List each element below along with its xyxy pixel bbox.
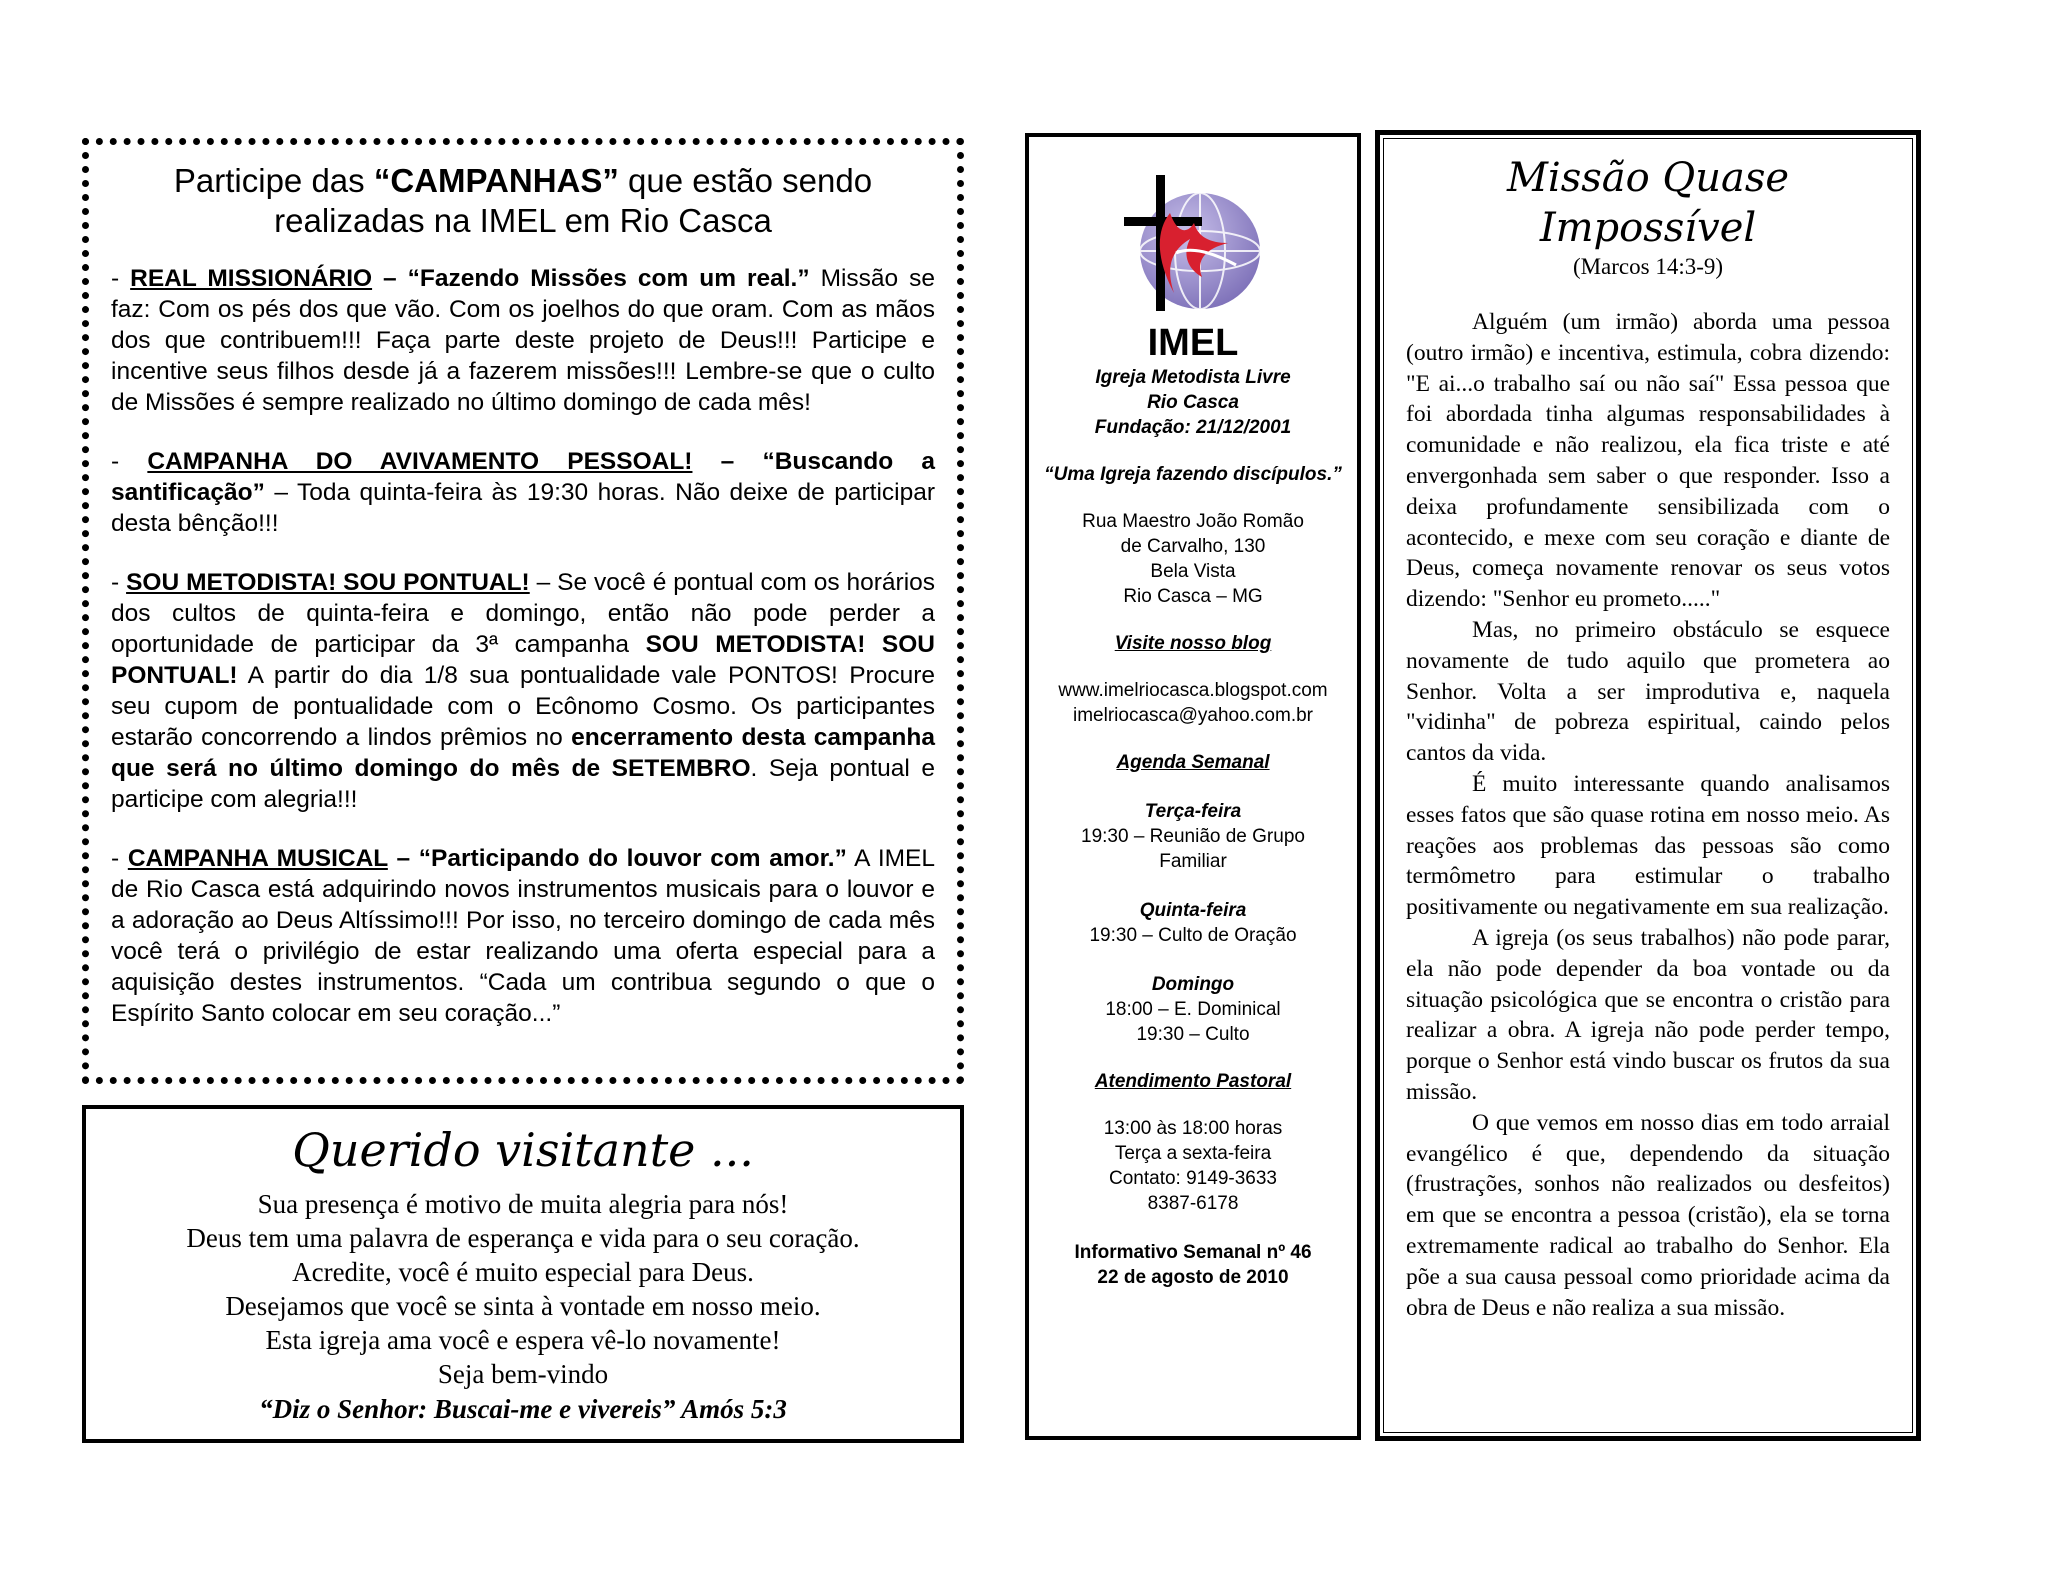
campaign-name: SOU METODISTA! SOU PONTUAL! — [126, 569, 530, 596]
campaign-avivamento: - CAMPANHA DO AVIVAMENTO PESSOAL! – “Buscando a santificação” – Toda quinta-feira às 19:30 horas. Não deixe de participar desta bênção!!! — [111, 448, 935, 537]
bible-reference: (Marcos 14:3-9) — [1572, 254, 1724, 279]
agenda-event: Familiar — [1159, 851, 1227, 872]
visitor-line: Deus tem uma palavra de esperança e vida para o seu coração. — [186, 1223, 860, 1253]
article-paragraph: O que vemos em nosso dias em todo arraial evangélico é que, dependendo da situação (frustrações, sonhos não realizados ou desfeitos) em que se encontra a pessoa (cristão), ela se torna extremamente radical ao trabalho do Senhor. Ela põe a sua causa pessoal como prioridade acima da obra de Deus e não realiza a sua missão. — [1406, 1109, 1890, 1321]
agenda-event: 19:30 – Culto de Oração — [1089, 925, 1297, 946]
article-title: Missão Quase Impossível — [1506, 155, 1790, 251]
visitor-line: Seja bem-vindo — [437, 1359, 609, 1389]
church-city: Rio Casca — [1147, 392, 1239, 413]
campaign-real-missionario: - REAL MISSIONÁRIO – “Fazendo Missões com um real.” Missão se faz: Com os pés dos que vão. Com os joelhos do que oram. Com as mãos dos que contribuem!!! Faça parte deste projeto de Deus!!! Participe e incentive seus filhos desde já a fazerem missões!!! Lembre-se que o culto de Missões é sempre realizado no último domingo de cada mês! — [111, 265, 936, 416]
pastoral-heading: Atendimento Pastoral — [1094, 1071, 1292, 1092]
agenda-event: 19:30 – Culto — [1136, 1024, 1250, 1045]
email-link[interactable]: imelriocasca@yahoo.com.br — [1073, 705, 1313, 726]
visitor-line: Acredite, você é muito especial para Deus. — [292, 1257, 754, 1287]
campaigns-box — [82, 138, 964, 1084]
bible-verse: “Diz o Senhor: Buscai-me e vivereis” Amós 5:3 — [259, 1394, 787, 1424]
agenda-day: Domingo — [1151, 974, 1235, 995]
pastoral-contact: Contato: 9149-3633 — [1109, 1168, 1277, 1189]
church-info-column — [1025, 133, 1361, 1440]
agenda-event: 18:00 – E. Dominical — [1105, 999, 1281, 1020]
campaign-pontual: - SOU METODISTA! SOU PONTUAL! – Se você é pontual com os horários dos cultos de quinta-feira e domingo, então não pode perder a oportunidade de participar da 3ª campanha SOU METODISTA! SOU PONTUAL! A partir do dia 1/8 sua pontualidade vale PONTOS! Procure seu cupom de pontualidade com o Ecônomo Cosmo. Os participantes estarão concorrendo a lindos prêmios no encerramento desta campanha que será no último domingo do mês de SETEMBRO. Seja pontual e participe com alegria!!! — [111, 569, 936, 813]
campaigns-title: Participe das “CAMPANHAS” que estão sendo realizadas na IMEL em Rio Casca — [173, 162, 873, 239]
founding-date: Fundação: 21/12/2001 — [1094, 417, 1292, 438]
visitor-box — [82, 1105, 964, 1443]
pastoral-phone: 8387-6178 — [1147, 1193, 1239, 1214]
visitor-line: Esta igreja ama você e espera vê-lo novamente! — [265, 1325, 781, 1355]
visitor-line: Sua presença é motivo de muita alegria para nós! — [257, 1189, 789, 1219]
church-acronym: IMEL — [1147, 322, 1239, 364]
agenda-day: Terça-feira — [1144, 801, 1242, 822]
agenda-day: Quinta-feira — [1139, 900, 1247, 921]
visitor-line: Desejamos que você se sinta à vontade em nosso meio. — [225, 1291, 821, 1321]
bulletin-date: 22 de agosto de 2010 — [1097, 1267, 1289, 1288]
church-address: Rua Maestro João Romão de Carvalho, 130 Bela Vista Rio Casca – MG — [1082, 511, 1304, 607]
mission-article-box — [1375, 130, 1921, 1441]
church-full-name: Igreja Metodista Livre — [1095, 367, 1291, 388]
blog-url-link[interactable]: www.imelriocasca.blogspot.com — [1058, 680, 1328, 701]
visitor-title: Querido visitante ... — [292, 1123, 754, 1177]
agenda-heading: Agenda Semanal — [1116, 752, 1270, 773]
pastoral-hours: 13:00 às 18:00 horas — [1103, 1118, 1283, 1139]
campaign-name: REAL MISSIONÁRIO — [130, 265, 373, 292]
church-motto: “Uma Igreja fazendo discípulos.” — [1044, 464, 1342, 485]
pastoral-days: Terça a sexta-feira — [1114, 1143, 1272, 1164]
campaign-name: CAMPANHA DO AVIVAMENTO PESSOAL! — [147, 448, 693, 475]
church-logo-icon — [1118, 173, 1268, 313]
article-paragraph: Mas, no primeiro obstáculo se esquece novamente de tudo aquilo que prometera ao Senhor. Volta a ser improdutiva e, naquela "vidinha" de pobreza espiritual, caindo pelos cantos da vida. — [1406, 616, 1890, 767]
campaign-musical: - CAMPANHA MUSICAL – “Participando do louvor com amor.” A IMEL de Rio Casca está adquirindo novos instrumentos musicais para o louvor e a adoração ao Deus Altíssimo!!! Por isso, no terceiro domingo de cada mês você terá o privilégio de estar realizando uma oferta especial para a aquisição destes instrumentos. “Cada um contribua segundo o que o Espírito Santo colocar em seu coração...” — [111, 845, 936, 1027]
blog-heading: Visite nosso blog — [1114, 633, 1272, 654]
article-paragraph: Alguém (um irmão) aborda uma pessoa (outro irmão) e incentiva, estimula, cobra dizendo: "E ai...o trabalho saí ou não saí" Essa pessoa que foi abordada tinha algumas responsabilidades à comunidade e não realizou, ela fica triste e até envergonhada sem saber o que responder. Isso a deixa profundamente sensibilizada com o acontecido, e mexe com seu coração e diante de Deus, começa novamente renovar os seus votos dizendo: "Senhor eu prometo....." — [1406, 309, 1890, 613]
agenda-event: 19:30 – Reunião de Grupo — [1081, 826, 1305, 847]
article-paragraph: A igreja (os seus trabalhos) não pode parar, ela não pode depender da boa vontade ou da situação psicológica que se encontra o cristão para realizar a obra. A igreja não pode perder tempo, porque o Senhor está vindo buscar os frutos da sua missão. — [1406, 924, 1890, 1105]
mission-article-inner — [1383, 138, 1913, 1433]
article-paragraph: É muito interessante quando analisamos esses fatos que são quase rotina em nosso meio. As reações aos problemas das pessoas são como termômetro para estimular o trabalho positivamente ou negativamente em sua realização. — [1406, 770, 1890, 921]
bulletin-number: Informativo Semanal nº 46 — [1074, 1242, 1312, 1263]
campaign-name: CAMPANHA MUSICAL — [127, 845, 388, 872]
